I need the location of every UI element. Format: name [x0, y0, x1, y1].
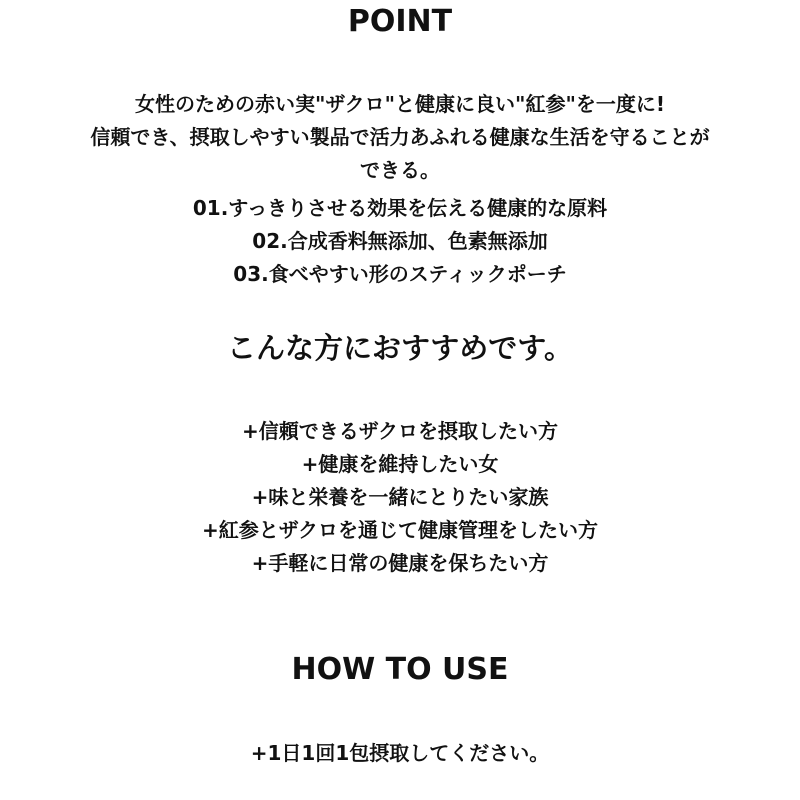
intro-line: 女性のための赤い実"ザクロ"と健康に良い"紅参"を一度に!: [134, 92, 665, 116]
how-to-use-list: [0, 737, 800, 770]
intro-line: できる。: [360, 158, 440, 182]
recommend-item: +手軽に日常の健康を保ちたい方: [251, 551, 549, 575]
recommend-item: +紅参とザクロを通じて健康管理をしたい方: [202, 518, 598, 542]
intro-line: 信頼でき、摂取しやすい製品で活力あふれる健康な生活を守ることが: [90, 125, 710, 149]
feature-item: 02.合成香料無添加、色素無添加: [252, 229, 548, 253]
recommend-heading: こんな方におすすめです。: [227, 331, 573, 365]
point-heading: POINT: [347, 4, 453, 39]
feature-item: 03.食べやすい形のスティックポーチ: [233, 262, 567, 286]
usage-item: +1日1回1包摂取してください。: [250, 741, 550, 765]
recommend-item: +信頼できるザクロを摂取したい方: [242, 419, 558, 443]
feature-list: [0, 192, 800, 291]
how-to-use-heading: HOW TO USE: [291, 652, 509, 687]
point-intro: [0, 88, 800, 187]
feature-item: 01.すっきりさせる効果を伝える健康的な原料: [192, 196, 608, 220]
recommend-item: +味と栄養を一緒にとりたい家族: [251, 485, 549, 509]
recommend-list: [0, 415, 800, 580]
recommend-item: +健康を維持したい女: [301, 452, 499, 476]
